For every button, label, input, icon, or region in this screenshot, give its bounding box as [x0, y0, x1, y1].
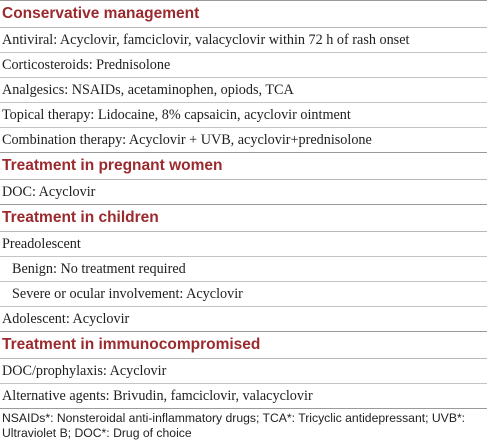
section-heading-conservative-management: Conservative management: [0, 1, 487, 28]
section-heading-pregnant-women: Treatment in pregnant women: [0, 153, 487, 180]
table-row: Corticosteroids: Prednisolone: [0, 53, 487, 78]
section-heading-immunocompromised: Treatment in immunocompromised: [0, 332, 487, 359]
table-row: Antiviral: Acyclovir, famciclovir, valacyclovir within 72 h of rash onset: [0, 28, 487, 53]
table-row: Alternative agents: Brivudin, famciclovir, valacyclovir: [0, 384, 487, 409]
table-row-indented: Benign: No treatment required: [0, 257, 487, 282]
table-row: Combination therapy: Acyclovir + UVB, acyclovir+prednisolone: [0, 128, 487, 153]
table-row: Analgesics: NSAIDs, acetaminophen, opiods, TCA: [0, 78, 487, 103]
table-row: DOC/prophylaxis: Acyclovir: [0, 359, 487, 384]
table-row: Topical therapy: Lidocaine, 8% capsaicin, acyclovir ointment: [0, 103, 487, 128]
table-row: Adolescent: Acyclovir: [0, 307, 487, 332]
table-row: Preadolescent: [0, 232, 487, 257]
table-row: DOC: Acyclovir: [0, 180, 487, 205]
table-row-indented: Severe or ocular involvement: Acyclovir: [0, 282, 487, 307]
table-footnote: NSAIDs*: Nonsteroidal anti-inflammatory drugs; TCA*: Tricyclic antidepressant; UVB*: Ultraviolet B; DOC*: Drug of choice: [2, 411, 466, 440]
section-heading-children: Treatment in children: [0, 205, 487, 232]
